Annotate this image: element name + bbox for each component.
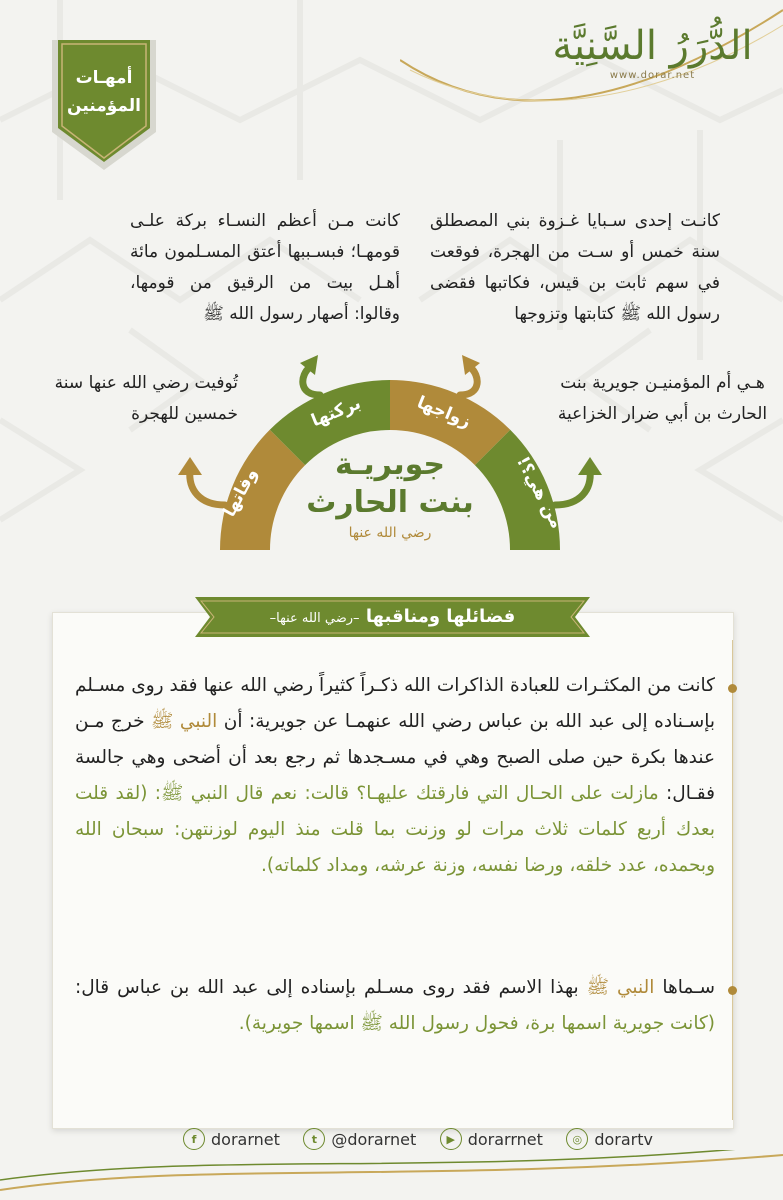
subject-name-line-1: جويريـة bbox=[334, 447, 446, 482]
arrow-who-head bbox=[578, 457, 602, 475]
instagram-handle: dorartv bbox=[594, 1129, 653, 1149]
fact-blessing: كانت مـن أعظم النسـاء بركة علـى قومهـا؛ فبسـببها أعتق المسـلمون مائة أهـل بيت من الرقيق من قومها، وقالوا: أصهار رسول الله ﷺ bbox=[130, 211, 400, 324]
fact-death: تُوفيت رضي الله عنها سنة خمسين للهجرة bbox=[54, 373, 238, 424]
arc-label-blessing: بركتها bbox=[308, 393, 364, 432]
paragraph-1-text-a: كانت من المكثـرات للعبادة الذاكرات الله ذكـراً كثيراً رضي الله عنها فقد روى مسـلم بإسـناده إلى عبد الله بن عباس رضي الله عنهمـا عن جويرية: أن bbox=[75, 675, 716, 732]
social-instagram[interactable] bbox=[566, 1128, 653, 1150]
arc-label-marriage: زواجها bbox=[414, 392, 474, 433]
facebook-handle: dorarnet bbox=[211, 1129, 280, 1149]
youtube-handle: dorarrnet bbox=[467, 1129, 543, 1149]
paragraph-2-quote: (كانت جويرية اسمها برة، فحول رسول الله ﷺ اسمها جويرية). bbox=[238, 1013, 715, 1034]
facebook-icon: f bbox=[183, 1128, 205, 1150]
arrow-death bbox=[190, 470, 225, 505]
fact-who: هـي أم المؤمنيـن جويرية بنت الحارث بن أبي ضرار الخزاعية bbox=[557, 373, 768, 424]
dorar-logo[interactable] bbox=[545, 24, 760, 94]
ribbon-title bbox=[52, 64, 156, 120]
arrow-death-head bbox=[178, 457, 202, 475]
social-links bbox=[183, 1125, 653, 1153]
ribbon-line-2: المؤمنين bbox=[67, 96, 141, 116]
footer-curve bbox=[0, 1150, 783, 1200]
subject-honorific: رضي الله عنها bbox=[348, 525, 432, 541]
social-facebook[interactable] bbox=[183, 1128, 280, 1150]
paragraph-2-text-b: بهذا الاسم فقد روى مسـلم بإسناده إلى عبد الله بن عباس قال: bbox=[75, 977, 587, 998]
paragraph-1-quote: مازلت على الحـال التي فارقتك عليهـا؟ قالت: نعم قال النبي ﷺ: (لقد قلت بعدك أربع كلمات ثلاث مرات لو وزنت بما قلت منذ اليوم لوزنتهن: سبحان الله وبحمده، عدد خلقه، ورضا نفسه، وزنة عرشه، ومداد كلماته). bbox=[75, 783, 715, 876]
logo-url: www.dorar.net bbox=[609, 70, 696, 81]
instagram-icon: ◎ bbox=[566, 1128, 588, 1150]
social-twitter[interactable] bbox=[303, 1128, 416, 1150]
section-subtitle: –رضي الله عنها– bbox=[269, 611, 360, 626]
social-youtube[interactable] bbox=[440, 1128, 543, 1150]
bullet-1 bbox=[728, 684, 737, 693]
logo-text: الدُّرَرُ السَّنِيَّة bbox=[552, 23, 753, 69]
paragraph-2-text-a: سـماها bbox=[654, 977, 716, 998]
arc-label-who: من هي؟! bbox=[512, 453, 567, 532]
panel-divider-line bbox=[732, 640, 733, 1120]
ribbon-line-1: أمهـات bbox=[75, 68, 133, 88]
twitter-icon: t bbox=[303, 1128, 325, 1150]
paragraph-2 bbox=[75, 970, 715, 1042]
fact-marriage: كانـت إحدى سـبايا غـزوة بني المصطلق سنة خمس أو سـت من الهجرة، فوقعت في سهم ثابت بن قيس، فكاتبها فقضى رسول الله ﷺ كتابتها وتزوجها bbox=[430, 211, 720, 324]
subject-name-line-2: بنت الحارث bbox=[306, 485, 474, 520]
twitter-handle: @dorarnet bbox=[331, 1129, 417, 1149]
youtube-icon: ▶ bbox=[440, 1128, 462, 1150]
section-title-text: فضائلها ومناقبها bbox=[365, 606, 516, 627]
paragraph-1 bbox=[75, 668, 715, 884]
subject-title bbox=[290, 445, 490, 541]
paragraph-1-text-b: خرج مـن عندها بكرة حين صلى الصبح وهي في مسـجدها ثم رجع بعد أن أضحى وهي جالسة فقـال: bbox=[75, 711, 715, 804]
paragraph-1-prophet: النبي ﷺ bbox=[151, 711, 218, 732]
bullet-2 bbox=[728, 986, 737, 995]
section-title bbox=[195, 604, 590, 632]
paragraph-2-prophet: النبي ﷺ bbox=[586, 977, 655, 998]
arrow-who bbox=[555, 470, 590, 505]
arc-label-death: وفاتها bbox=[219, 464, 262, 521]
